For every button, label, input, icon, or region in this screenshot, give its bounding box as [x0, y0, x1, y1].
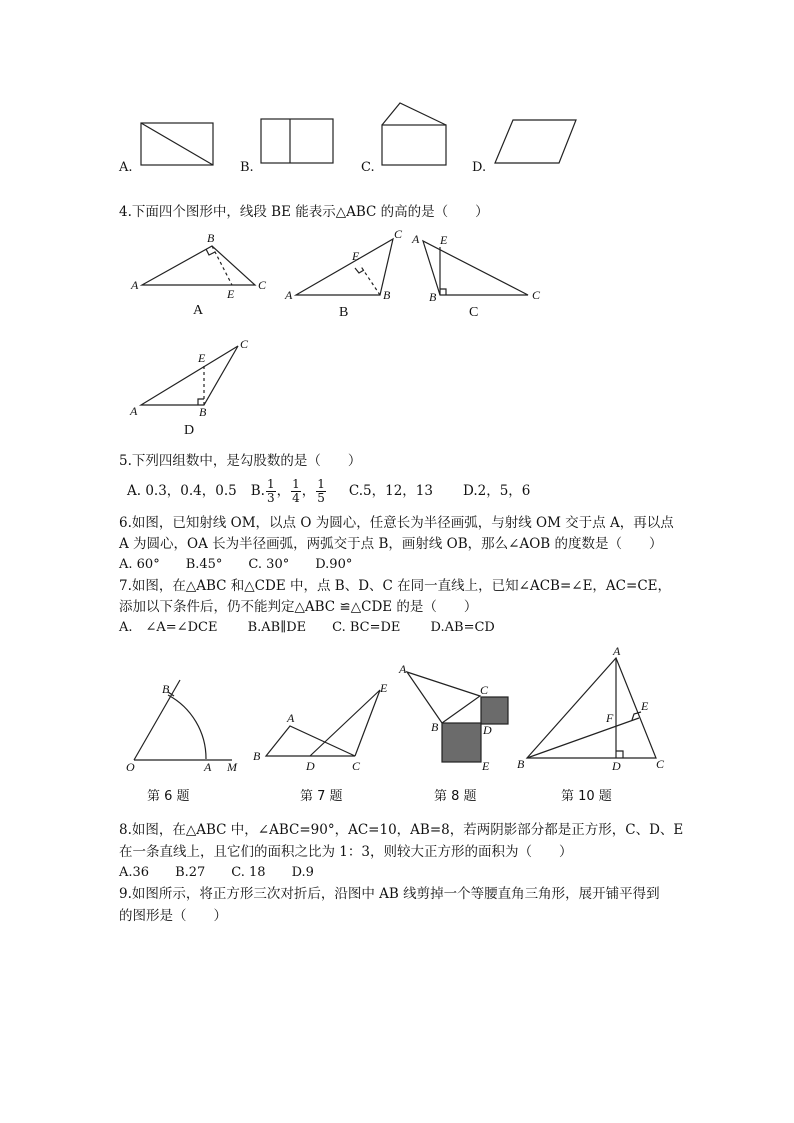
q3-figure-d [495, 120, 576, 163]
fig10-point-f: F [606, 711, 614, 725]
fig7-point-b: B [253, 749, 261, 763]
fig10-point-b: B [517, 757, 525, 771]
q4-figure-a [130, 231, 267, 318]
figure-8 [398, 662, 508, 773]
q3-figure-a [141, 123, 213, 165]
q4-label-a: A [193, 303, 204, 318]
q4d-point-c: C [240, 337, 249, 351]
q4-figures [0, 222, 794, 442]
fig10-point-c: C [656, 757, 665, 771]
figure-10 [517, 644, 665, 773]
q7-options: A. ∠A=∠DCE B.AB∥DE C. BC=DE D.AB=CD [119, 620, 495, 635]
figure-10-caption: 第 10 题 [561, 789, 612, 804]
q5-fraction-1: $\frac{1}{3}$ [266, 476, 275, 505]
q4b-point-a: A [285, 288, 293, 302]
q4a-point-e: E [227, 287, 235, 301]
fig7-point-e: E [380, 681, 388, 695]
fig10-point-d: D [612, 759, 621, 773]
fig8-point-d: D [483, 723, 492, 737]
q3-figure-c [382, 103, 446, 165]
q5-stem: 5.下列四组数中，是勾股数的是（ ） [119, 453, 362, 469]
q4a-point-b: B [207, 231, 215, 245]
q4d-point-e: E [198, 351, 206, 365]
q4-label-d: D [184, 423, 195, 438]
q5-option-c: C.5，12，13 [348, 483, 433, 499]
q5-options: A. 0.3，0.4，0.5 B. $\frac{1}{3}$ ， $\frac{1}{4}$ ， $\frac{1}{5}$ C.5，12，13 D.2，5，6 [127, 476, 531, 505]
q9-line-1: 9.如图所示，将正方形三次对折后，沿图中 AB 线剪掉一个等腰直角三角形，展开铺平得到 [119, 886, 660, 902]
fig8-point-c: C [480, 683, 489, 697]
fig10-point-a: A [613, 644, 621, 658]
q4a-point-a: A [131, 278, 139, 292]
figure-6-caption: 第 6 题 [147, 789, 190, 804]
q8-options: A.36 B.27 C. 18 D.9 [119, 865, 314, 880]
q4b-point-c: C [394, 227, 403, 241]
figure-7-caption: 第 7 题 [300, 789, 343, 804]
q4c-point-b: B [429, 290, 437, 304]
q4-figure-c [411, 232, 541, 320]
fig7-point-c: C [352, 759, 361, 773]
fig7-point-d: D [306, 759, 315, 773]
fig7-point-a: A [287, 711, 295, 725]
q4-label-c: C [469, 305, 479, 320]
fig10-point-e: E [641, 699, 649, 713]
q9-line-2: 的图形是（ ） [119, 908, 227, 924]
fig8-point-e: E [482, 759, 490, 773]
q8-line-2: 在一条直线上，且它们的面积之比为 1：3，则较大正方形的面积为（ ） [119, 844, 573, 860]
q7-line-1: 7.如图，在△ABC 和△CDE 中，点 B、D、C 在同一直线上，已知∠ACB=∠E，AC=CE， [119, 578, 672, 594]
q4b-point-e: E [352, 249, 360, 263]
q8-line-1: 8.如图，在△ABC 中，∠ABC=90°，AC=10，AB=8，若两阴影部分都是正方形，C、D、E [119, 822, 684, 838]
q5-fraction-2: $\frac{1}{4}$ [292, 476, 300, 505]
q4a-point-c: C [258, 278, 267, 292]
q4c-point-e: E [440, 233, 448, 247]
q3-option-a: A. [119, 160, 133, 175]
figure-8-caption: 第 8 题 [434, 789, 477, 804]
q3-figure-b [261, 119, 333, 163]
figure-6 [126, 680, 238, 774]
figures-row [0, 640, 794, 805]
q4d-point-a: A [130, 404, 138, 418]
q4-figure-b [284, 227, 403, 320]
q6-options: A. 60° B.45° C. 30° D.90° [119, 557, 353, 572]
q4-figure-d [129, 337, 249, 438]
q7-line-2: 添加以下条件后，仍不能判定△ABC ≌△CDE 的是（ ） [119, 599, 478, 615]
q4c-point-c: C [532, 288, 541, 302]
fig6-point-a: A [204, 760, 212, 774]
q4c-point-a: A [412, 232, 420, 246]
q4d-point-b: B [199, 405, 207, 419]
q6-line-1: 6.如图，已知射线 OM，以点 O 为圆心，任意长为半径画弧，与射线 OM 交于点 A，再以点 [119, 515, 674, 531]
q3-option-b: B. [240, 160, 254, 175]
q4b-point-b: B [383, 288, 391, 302]
fig6-point-m: M [227, 760, 237, 774]
figure-7 [253, 681, 388, 773]
q4-label-b: B [339, 305, 349, 320]
fig8-point-b: B [431, 720, 439, 734]
q6-line-2: A 为圆心，OA 长为半径画弧，两弧交于点 B，画射线 OB，那么∠AOB 的度数是（ ） [119, 536, 663, 552]
q4-stem: 4.下面四个图形中，线段 BE 能表示△ABC 的高的是（ ） [119, 204, 489, 220]
q5-option-d: D.2，5，6 [462, 483, 531, 499]
q3-option-c: C. [361, 160, 375, 175]
q5-fraction-3: $\frac{1}{5}$ [317, 476, 325, 505]
q3-option-d: D. [472, 160, 487, 175]
fig6-point-o: O [126, 760, 135, 774]
q5-option-a: A. 0.3，0.4，0.5 [127, 483, 237, 499]
fig8-point-a: A [399, 662, 407, 676]
q5-option-b-prefix: B. [250, 483, 265, 499]
fig6-point-b: B [162, 682, 170, 696]
q3-options [0, 95, 794, 180]
